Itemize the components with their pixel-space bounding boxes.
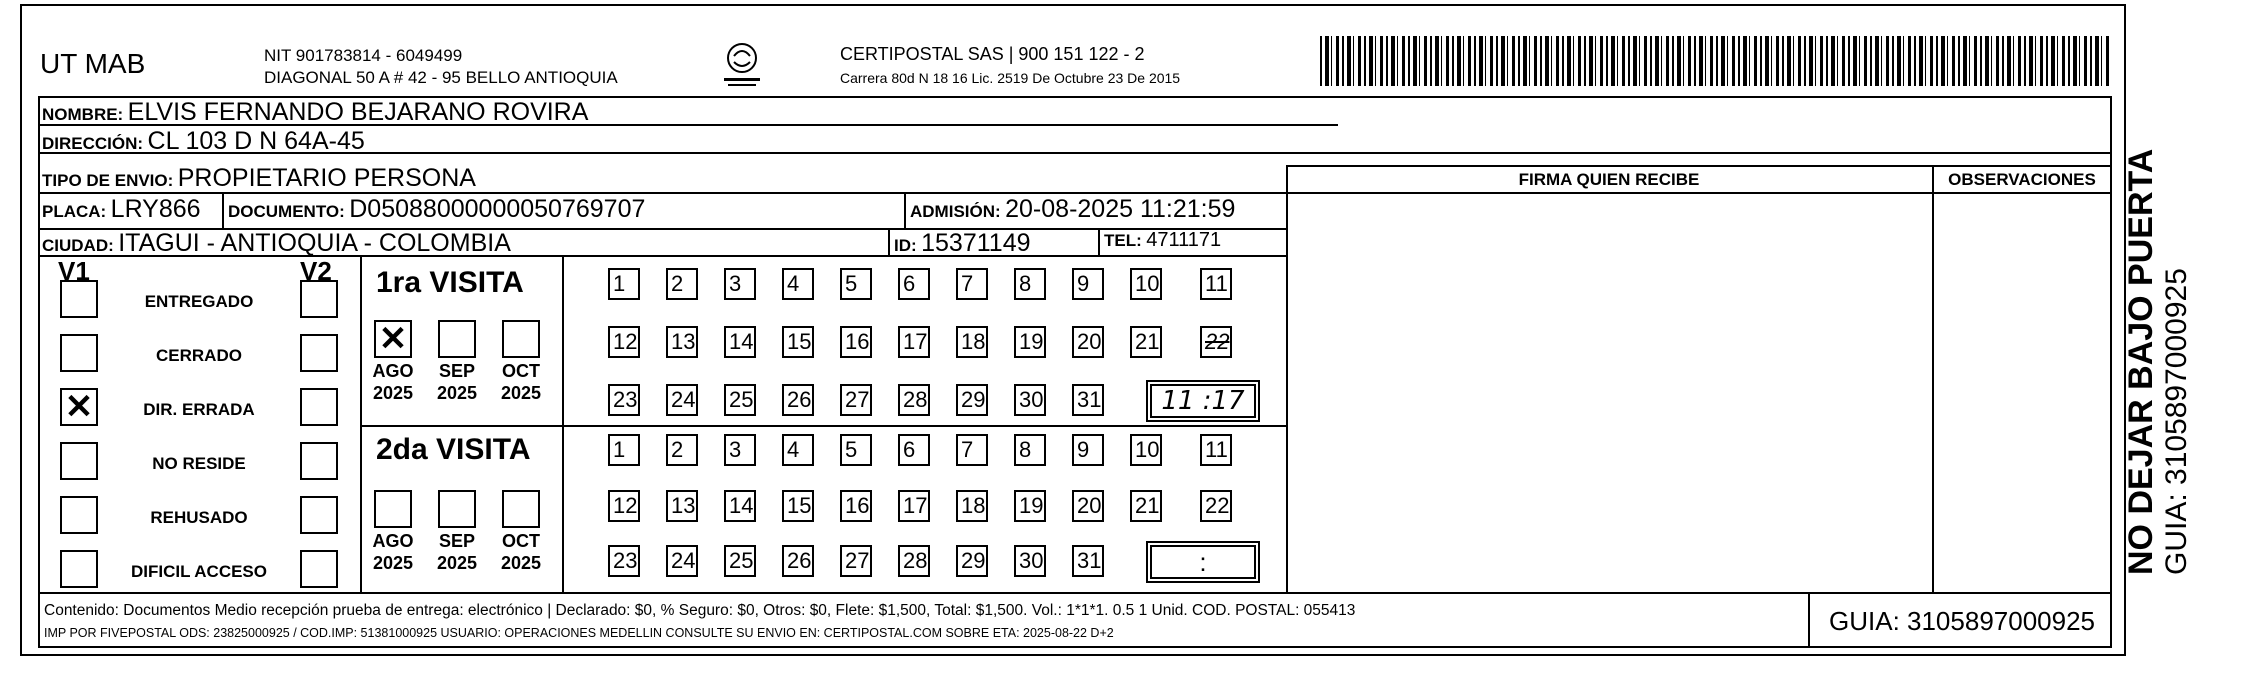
day-box[interactable]: 11 — [1200, 434, 1232, 466]
barcode-image — [1320, 36, 2112, 86]
day-box[interactable]: 1 — [608, 268, 640, 300]
address-text: DIAGONAL 50 A # 42 - 95 BELLO ANTIOQUIA — [264, 68, 618, 87]
v2-header: V2 — [300, 256, 332, 286]
documento-label: DOCUMENTO: — [228, 202, 345, 221]
day-box[interactable]: 26 — [782, 545, 814, 577]
month-checkbox[interactable] — [374, 490, 412, 528]
status-label: DIR. ERRADA — [143, 400, 255, 419]
status-label: NO RESIDE — [152, 454, 246, 473]
day-box[interactable]: 28 — [898, 384, 930, 416]
day-box[interactable]: 10 — [1130, 268, 1162, 300]
tipo-row — [42, 164, 476, 193]
carrier-text: CERTIPOSTAL SAS | 900 151 122 - 2 — [840, 44, 1145, 64]
side-warning — [2122, 149, 2194, 575]
day-box[interactable]: 5 — [840, 434, 872, 466]
month-label — [491, 360, 551, 404]
day-box[interactable]: 30 — [1014, 545, 1046, 577]
day-box[interactable]: 11 — [1200, 268, 1232, 300]
day-box[interactable]: 7 — [956, 268, 988, 300]
day-box[interactable]: 30 — [1014, 384, 1046, 416]
status-label: CERRADO — [156, 346, 242, 365]
tipo-value: PROPIETARIO PERSONA — [177, 164, 476, 192]
day-box[interactable]: 23 — [608, 384, 640, 416]
placa-value: LRY866 — [110, 195, 201, 223]
v2-checkbox[interactable] — [300, 280, 338, 318]
ciudad-value: ITAGUI - ANTIOQUIA - COLOMBIA — [118, 229, 511, 257]
month-checkbox[interactable] — [502, 490, 540, 528]
day-box[interactable]: 3 — [724, 268, 756, 300]
second-visit-time — [1150, 545, 1256, 579]
id-value: 15371149 — [921, 229, 1031, 257]
month-checkbox[interactable] — [438, 490, 476, 528]
day-box[interactable]: 12 — [608, 326, 640, 358]
day-box[interactable]: 1 — [608, 434, 640, 466]
month-name: OCT — [502, 531, 540, 551]
first-visit-title: 1ra VISITA — [376, 266, 524, 299]
day-box[interactable]: 20 — [1072, 326, 1104, 358]
id-label: ID: — [894, 236, 917, 255]
day-box[interactable]: 29 — [956, 545, 988, 577]
month-name: AGO — [372, 531, 414, 551]
day-box[interactable]: 18 — [956, 490, 988, 522]
nit-text: NIT 901783814 - 6049499 — [264, 46, 463, 65]
carrier-address: Carrera 80d N 18 16 Lic. 2519 De Octubre 23 De 2015 — [840, 70, 1181, 86]
v2-checkbox[interactable] — [300, 442, 338, 480]
day-box[interactable]: 22 — [1200, 490, 1232, 522]
v1-checkbox[interactable] — [60, 280, 98, 318]
day-box[interactable]: 29 — [956, 384, 988, 416]
col-divider — [222, 192, 224, 228]
month-name: SEP — [438, 531, 476, 551]
day-box[interactable]: 31 — [1072, 384, 1104, 416]
visit-divider — [360, 425, 1288, 427]
checked-x-mark-icon: ✕ — [64, 388, 94, 426]
day-box[interactable]: 24 — [666, 384, 698, 416]
day-box[interactable]: 22 — [1200, 326, 1232, 358]
status-label: ENTREGADO — [144, 292, 254, 311]
admision-label: ADMISIÓN: — [910, 202, 1001, 221]
side-warning-text: NO DEJAR BAJO PUERTA — [2122, 148, 2160, 575]
day-box[interactable]: 23 — [608, 545, 640, 577]
month-checkbox[interactable] — [438, 320, 476, 358]
footer-content: Contenido: Documentos Medio recepción prueba de entrega: electrónico | Declarado: $0, % Seguro: $0, Otros: $0, Flete: $1,500, Total: $1,500. Vol.: 1*1*1. 0.5 1 Unid. COD. POSTAL: 055413 — [44, 602, 1356, 619]
status-label: REHUSADO — [150, 508, 248, 527]
col-divider — [562, 255, 564, 592]
month-year: 2025 — [436, 553, 478, 573]
ciudad-label: CIUDAD: — [42, 236, 114, 255]
day-box[interactable]: 18 — [956, 326, 988, 358]
month-name: SEP — [438, 361, 476, 381]
day-box[interactable]: 17 — [898, 326, 930, 358]
nombre-row — [42, 98, 588, 127]
day-box[interactable]: 25 — [724, 384, 756, 416]
day-box[interactable]: 2 — [666, 268, 698, 300]
v1-checkbox[interactable] — [60, 334, 98, 372]
second-visit-title: 2da VISITA — [376, 433, 531, 466]
company-name: UT MAB — [40, 48, 146, 79]
nombre-label: NOMBRE: — [42, 105, 124, 124]
day-box[interactable]: 9 — [1072, 268, 1104, 300]
month-name: AGO — [372, 361, 414, 381]
month-label — [491, 530, 551, 574]
direccion-label: DIRECCIÓN: — [42, 134, 144, 153]
side-guia-text: GUIA: 3105897000925 — [2160, 268, 2193, 575]
day-box[interactable]: 19 — [1014, 326, 1046, 358]
col-divider — [1286, 165, 1288, 593]
month-year: 2025 — [372, 383, 414, 403]
day-box[interactable]: 5 — [840, 268, 872, 300]
day-box[interactable]: 21 — [1130, 490, 1162, 522]
day-box[interactable]: 26 — [782, 384, 814, 416]
day-box[interactable]: 14 — [724, 326, 756, 358]
month-label — [363, 360, 423, 404]
month-checkbox[interactable] — [502, 320, 540, 358]
month-checkbox[interactable] — [374, 320, 412, 358]
v2-checkbox[interactable] — [300, 496, 338, 534]
ciudad-cell — [42, 229, 511, 258]
day-box[interactable]: 17 — [898, 490, 930, 522]
direccion-row — [42, 127, 365, 156]
day-box[interactable]: 4 — [782, 434, 814, 466]
day-box[interactable]: 27 — [840, 384, 872, 416]
day-box[interactable]: 8 — [1014, 434, 1046, 466]
day-box[interactable]: 25 — [724, 545, 756, 577]
v1-checkbox[interactable] — [60, 496, 98, 534]
checked-x-mark-icon: ✕ — [378, 320, 408, 358]
footer-imp: IMP POR FIVEPOSTAL ODS: 23825000925 / COD.IMP: 51381000925 USUARIO: OPERACIONES MEDELLIN CONSULTE SU ENVIO EN: CERTIPOSTAL.COM SOBRE ETA: 2025-08-22 D+2 — [44, 626, 1114, 640]
col-divider — [888, 228, 890, 255]
certipostal-logo-icon — [720, 40, 764, 90]
v1-header: V1 — [58, 256, 90, 286]
day-box[interactable]: 13 — [666, 490, 698, 522]
footer-guia: GUIA: 3105897000925 — [1829, 606, 2095, 636]
first-visit-time-value: 11 :17 — [1161, 386, 1245, 416]
tipo-label: TIPO DE ENVIO: — [42, 171, 174, 190]
documento-cell — [228, 195, 645, 224]
day-box[interactable]: 4 — [782, 268, 814, 300]
day-box[interactable]: 12 — [608, 490, 640, 522]
col-divider — [360, 255, 362, 592]
col-divider — [1932, 165, 1934, 593]
day-box[interactable]: 24 — [666, 545, 698, 577]
v2-checkbox[interactable] — [300, 334, 338, 372]
second-visit-time-value: : — [1199, 547, 1207, 577]
day-box[interactable]: 15 — [782, 326, 814, 358]
month-name: OCT — [502, 361, 540, 381]
day-box[interactable]: 16 — [840, 490, 872, 522]
day-box[interactable]: 14 — [724, 490, 756, 522]
v1-checkbox[interactable] — [60, 442, 98, 480]
day-box[interactable]: 3 — [724, 434, 756, 466]
v1-checkbox[interactable] — [60, 550, 98, 588]
first-visit-time — [1150, 384, 1256, 418]
tel-label: TEL: — [1104, 231, 1142, 250]
id-cell — [894, 229, 1031, 258]
month-year: 2025 — [500, 553, 542, 573]
day-box[interactable]: 6 — [898, 268, 930, 300]
placa-cell — [42, 195, 201, 224]
day-box[interactable]: 6 — [898, 434, 930, 466]
row-divider — [38, 592, 2112, 594]
direccion-value: CL 103 D N 64A-45 — [147, 127, 365, 155]
nombre-value: ELVIS FERNANDO BEJARANO ROVIRA — [127, 98, 589, 126]
day-box[interactable]: 8 — [1014, 268, 1046, 300]
col-divider — [1808, 592, 1810, 648]
day-box[interactable]: 2 — [666, 434, 698, 466]
v1-checkbox[interactable] — [60, 388, 98, 426]
day-box[interactable]: 7 — [956, 434, 988, 466]
month-year: 2025 — [436, 383, 478, 403]
day-box[interactable]: 16 — [840, 326, 872, 358]
day-box[interactable]: 10 — [1130, 434, 1162, 466]
v2-checkbox[interactable] — [300, 550, 338, 588]
day-box[interactable]: 15 — [782, 490, 814, 522]
admision-cell — [910, 195, 1235, 224]
month-label — [427, 530, 487, 574]
day-box[interactable]: 13 — [666, 326, 698, 358]
col-divider — [904, 192, 906, 228]
tel-value: 4711171 — [1146, 229, 1222, 251]
admision-value: 20-08-2025 11:21:59 — [1005, 195, 1236, 223]
documento-value: D05088000000050769707 — [349, 195, 646, 223]
day-box[interactable]: 28 — [898, 545, 930, 577]
month-year: 2025 — [500, 383, 542, 403]
month-year: 2025 — [372, 553, 414, 573]
month-label — [427, 360, 487, 404]
firma-header: FIRMA QUIEN RECIBE — [1518, 170, 1700, 189]
observaciones-header: OBSERVACIONES — [1948, 170, 2096, 189]
month-label — [363, 530, 423, 574]
sign-header-line — [1286, 165, 2112, 167]
day-box[interactable]: 21 — [1130, 326, 1162, 358]
col-divider — [1098, 228, 1100, 255]
placa-label: PLACA: — [42, 202, 107, 221]
day-box[interactable]: 31 — [1072, 545, 1104, 577]
day-box[interactable]: 19 — [1014, 490, 1046, 522]
v2-checkbox[interactable] — [300, 388, 338, 426]
tel-cell — [1104, 229, 1221, 252]
status-label: DIFICIL ACCESO — [130, 562, 267, 581]
day-box[interactable]: 9 — [1072, 434, 1104, 466]
day-box[interactable]: 27 — [840, 545, 872, 577]
day-box[interactable]: 20 — [1072, 490, 1104, 522]
